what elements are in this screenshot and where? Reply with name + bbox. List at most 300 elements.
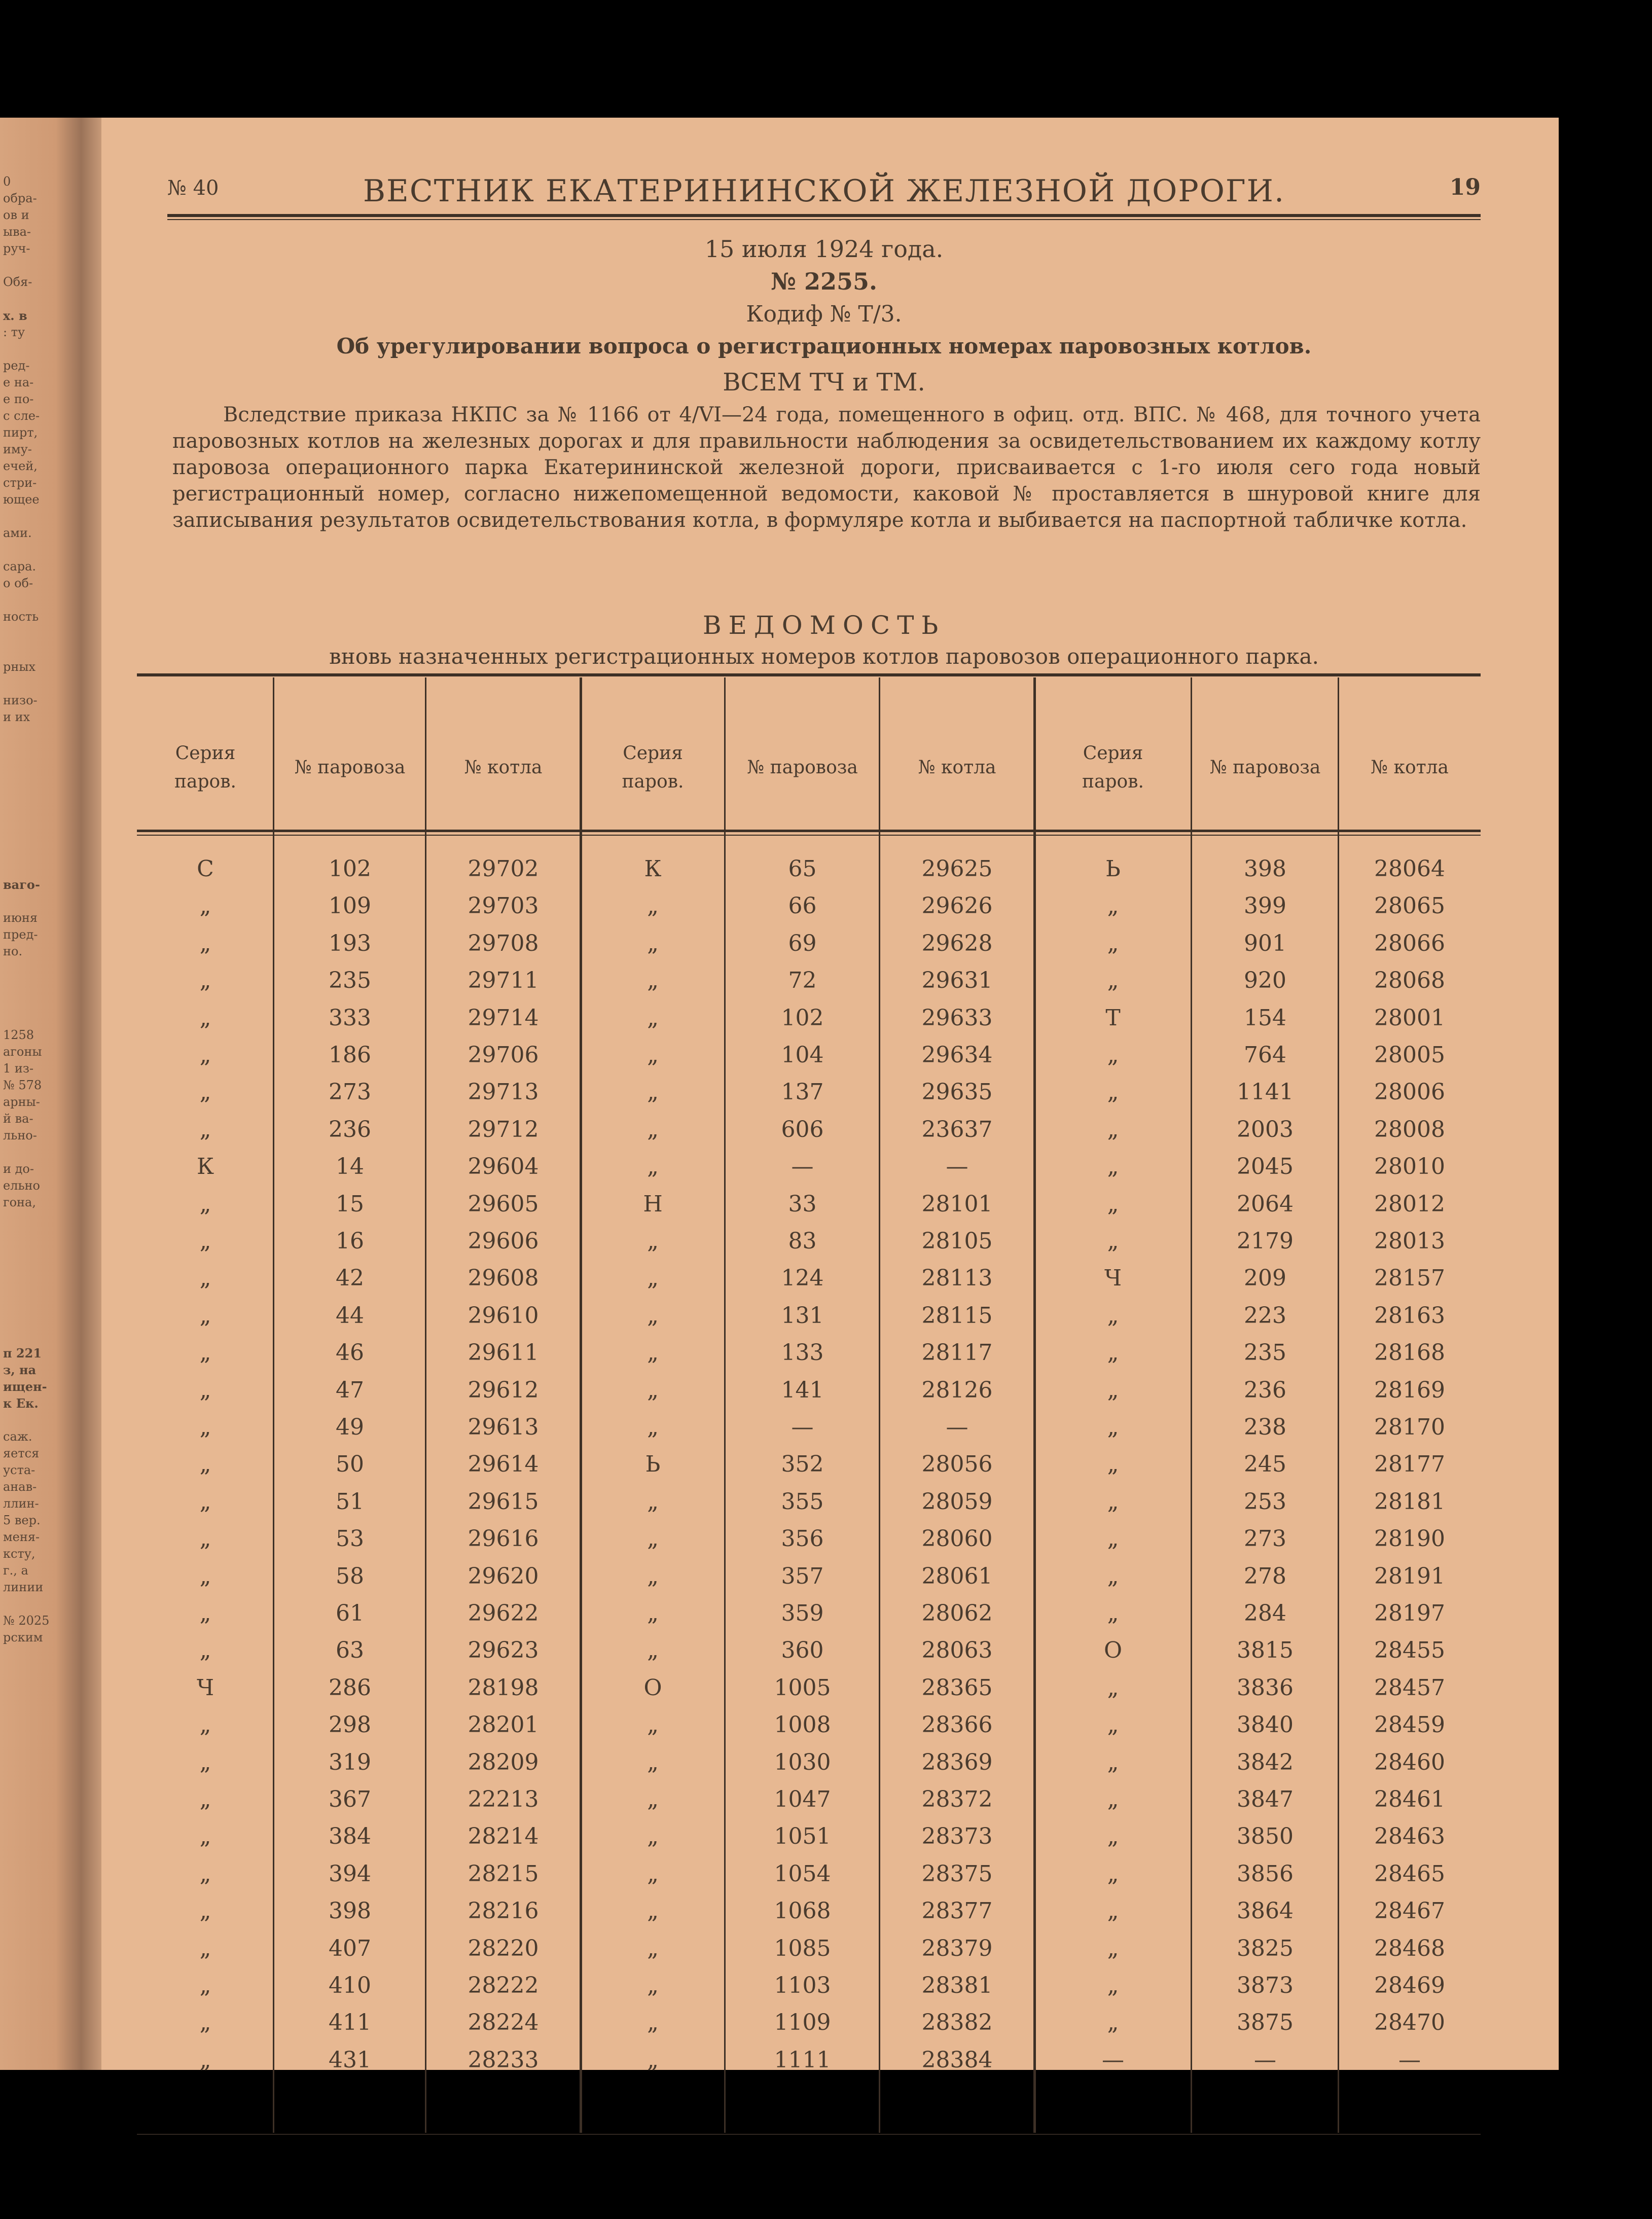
locomotive-number-cell: 154 xyxy=(1244,1005,1286,1031)
table-header-rule xyxy=(137,830,1481,832)
table-bottom-rule xyxy=(137,2134,1481,2135)
locomotive-number-cell: 235 xyxy=(1244,1340,1286,1366)
series-cell: „ xyxy=(1107,1600,1119,1626)
locomotive-number-cell: 236 xyxy=(1244,1377,1286,1403)
boiler-number-cell: 22213 xyxy=(468,1786,539,1812)
order-codif: Кодиф № Т/3. xyxy=(746,301,902,327)
boiler-number-cell: 29613 xyxy=(468,1414,539,1440)
gutter-line: 1258 xyxy=(3,1028,34,1042)
gutter-line: ность xyxy=(3,610,39,624)
locomotive-number-cell: 3825 xyxy=(1237,1935,1294,1961)
locomotive-number-cell: 410 xyxy=(329,1973,371,1998)
locomotive-number-cell: 66 xyxy=(788,893,817,919)
locomotive-number-cell: 606 xyxy=(781,1116,824,1142)
series-cell: „ xyxy=(647,1414,659,1440)
boiler-number-cell: 28101 xyxy=(921,1191,993,1217)
boiler-number-cell: 28214 xyxy=(468,1823,539,1850)
order-body: Вследствие приказа НКПС за № 1166 от 4/VI—24 года, помещенного в офиц. отд. ВПС. № 468, для точного учета паровозных котлов на железных дорогах и для правильности наблюдения за освидетельствованием их каждому котлу паровоза операционного парка Екатерининской железной дороги, присваивается с 1-го июля сего года новый регистрационный номер, согласно нижепомещенной ведомости, каковой № проставляется в шнуровой книге для записывания результатов освидетельствования котла, в формуляре котла и выбивается на паспортной табличке котла. xyxy=(172,403,1481,532)
locomotive-number-cell: 236 xyxy=(329,1116,371,1142)
series-cell: „ xyxy=(1107,1898,1119,1924)
locomotive-number-cell: 286 xyxy=(329,1674,371,1701)
order-date: 15 июля 1924 года. xyxy=(704,235,944,263)
locomotive-number-cell: 102 xyxy=(781,1005,824,1031)
series-cell: „ xyxy=(199,2010,211,2036)
boiler-number-cell: — xyxy=(1398,2047,1421,2073)
locomotive-number-cell: 407 xyxy=(329,1935,371,1961)
locomotive-number-cell: 42 xyxy=(336,1265,364,1292)
locomotive-number-cell: 384 xyxy=(329,1823,371,1850)
gutter-line: ельно xyxy=(3,1178,40,1193)
boiler-number-cell: 29626 xyxy=(921,893,993,919)
boiler-number-cell: 29620 xyxy=(468,1563,539,1589)
series-cell: „ xyxy=(199,1340,211,1366)
locomotive-number-cell: 360 xyxy=(781,1637,824,1664)
locomotive-number-cell: 69 xyxy=(788,930,817,956)
series-cell: „ xyxy=(647,1377,659,1403)
column-header: № паровоза xyxy=(294,757,406,778)
locomotive-number-cell: 1103 xyxy=(774,1973,831,1998)
series-cell: „ xyxy=(1107,1154,1119,1180)
gutter-line: июня xyxy=(3,911,38,925)
boiler-number-cell: 28059 xyxy=(921,1488,993,1515)
boiler-number-cell: 28001 xyxy=(1374,1005,1445,1031)
gutter-line: № 578 xyxy=(3,1078,42,1092)
boiler-number-cell: 28163 xyxy=(1374,1302,1445,1329)
locomotive-number-cell: 399 xyxy=(1244,893,1286,919)
boiler-number-cell: 28006 xyxy=(1374,1079,1445,1105)
table-row xyxy=(137,1749,1481,1786)
series-cell: „ xyxy=(199,1377,211,1403)
boiler-number-cell: 28468 xyxy=(1374,1935,1445,1961)
boiler-number-cell: 28375 xyxy=(921,1860,993,1887)
locomotive-number-cell: 333 xyxy=(329,1005,371,1031)
gutter-line xyxy=(3,843,79,860)
boiler-number-cell: 28191 xyxy=(1374,1563,1445,1589)
series-cell: „ xyxy=(199,1302,211,1329)
series-cell: „ xyxy=(199,1191,211,1217)
locomotive-number-cell: 133 xyxy=(781,1340,824,1366)
table-row xyxy=(137,2047,1481,2084)
gutter-line: льно- xyxy=(3,1128,37,1142)
column-header: Серия паров. xyxy=(174,743,236,792)
series-cell: „ xyxy=(647,1116,659,1142)
table-row xyxy=(137,1526,1481,1563)
gutter-line: 5 вер. xyxy=(3,1513,41,1527)
series-cell: К xyxy=(644,856,662,882)
series-cell: „ xyxy=(1107,1674,1119,1701)
boiler-number-cell: 28190 xyxy=(1374,1526,1445,1552)
gutter-line xyxy=(3,1278,79,1295)
gutter-line: яется xyxy=(3,1446,40,1460)
boiler-number-cell: 28224 xyxy=(468,2010,539,2036)
gutter-line: ваго- xyxy=(3,877,40,892)
locomotive-number-cell: 53 xyxy=(336,1526,364,1552)
locomotive-number-cell: 253 xyxy=(1244,1488,1286,1515)
boiler-number-cell: 28105 xyxy=(921,1228,993,1254)
series-cell: „ xyxy=(1107,1116,1119,1142)
boiler-number-cell: 29706 xyxy=(468,1042,539,1068)
boiler-number-cell: 28460 xyxy=(1374,1749,1445,1775)
boiler-number-cell: 29703 xyxy=(468,893,539,919)
series-cell: „ xyxy=(647,1265,659,1292)
locomotive-number-cell: 238 xyxy=(1244,1414,1286,1440)
locomotive-number-cell: 1047 xyxy=(774,1786,831,1812)
locomotive-number-cell: 223 xyxy=(1244,1302,1286,1329)
locomotive-number-cell: — xyxy=(791,1154,814,1180)
series-cell: „ xyxy=(199,1823,211,1850)
gutter-line: сара. xyxy=(3,559,37,574)
locomotive-number-cell: 901 xyxy=(1244,930,1286,956)
series-cell: „ xyxy=(199,1079,211,1105)
table-row xyxy=(137,1340,1481,1377)
gutter-line xyxy=(3,508,79,525)
locomotive-number-cell: 44 xyxy=(336,1302,364,1329)
boiler-number-cell: 29615 xyxy=(468,1488,539,1515)
series-cell: „ xyxy=(647,1712,659,1738)
table-row xyxy=(137,1489,1481,1526)
gutter-line xyxy=(3,257,79,274)
boiler-number-cell: 29631 xyxy=(921,968,993,994)
locomotive-number-cell: 3875 xyxy=(1237,2010,1294,2036)
gutter-line xyxy=(3,291,79,307)
series-cell: „ xyxy=(647,1154,659,1180)
column-header: № паровоза xyxy=(1209,757,1321,778)
locomotive-number-cell: — xyxy=(1254,2047,1276,2073)
series-cell: „ xyxy=(199,1005,211,1031)
boiler-number-cell: 28201 xyxy=(468,1712,539,1738)
table-row xyxy=(137,1377,1481,1414)
gutter-line: меня- xyxy=(3,1530,40,1544)
series-cell: „ xyxy=(647,968,659,994)
gutter-line xyxy=(3,625,79,642)
gutter-line: и до- xyxy=(3,1162,34,1176)
series-cell: „ xyxy=(647,1898,659,1924)
locomotive-number-cell: 1085 xyxy=(774,1935,831,1961)
gutter-line xyxy=(3,642,79,659)
gutter-line xyxy=(3,1261,79,1278)
gutter-line: но. xyxy=(3,944,23,958)
boiler-number-cell: 28115 xyxy=(921,1302,993,1329)
boiler-number-cell: 28061 xyxy=(921,1563,993,1589)
boiler-number-cell: 28012 xyxy=(1374,1191,1445,1217)
locomotive-number-cell: 2064 xyxy=(1237,1191,1294,1217)
boiler-number-cell: 29708 xyxy=(468,930,539,956)
gutter-line: иму- xyxy=(3,442,32,456)
gutter-line xyxy=(3,860,79,876)
table-row xyxy=(137,1117,1481,1154)
series-cell: „ xyxy=(1107,1451,1119,1478)
boiler-number-cell: 28064 xyxy=(1374,856,1445,882)
locomotive-number-cell: 3856 xyxy=(1237,1860,1294,1887)
series-cell: — xyxy=(1102,2047,1124,2073)
series-cell: „ xyxy=(1107,1563,1119,1589)
locomotive-number-cell: 186 xyxy=(329,1042,371,1068)
series-cell: „ xyxy=(199,1898,211,1924)
locomotive-number-cell: 359 xyxy=(781,1600,824,1626)
series-cell: „ xyxy=(199,893,211,919)
gutter-line xyxy=(3,759,79,776)
gutter-line xyxy=(3,1328,79,1345)
table-row xyxy=(137,1005,1481,1042)
locomotive-number-cell: 319 xyxy=(329,1749,371,1775)
order-subject: Об урегулировании вопроса о регистрационных номерах паровозных котлов. xyxy=(336,334,1312,359)
running-head xyxy=(167,173,1481,209)
column-header: Серия паров. xyxy=(622,743,684,792)
series-cell: „ xyxy=(199,1042,211,1068)
gutter-line: г., а xyxy=(3,1563,28,1578)
gutter-line: линии xyxy=(3,1580,44,1594)
locomotive-number-cell: 33 xyxy=(788,1191,817,1217)
gutter-line xyxy=(3,1010,79,1027)
boiler-number-cell: 28117 xyxy=(921,1340,993,1366)
series-cell: „ xyxy=(199,1526,211,1552)
series-cell: „ xyxy=(1107,1488,1119,1515)
boiler-number-cell: 28369 xyxy=(921,1749,993,1775)
series-cell: „ xyxy=(647,1005,659,1031)
locomotive-number-cell: 920 xyxy=(1244,968,1286,994)
series-cell: „ xyxy=(1107,1786,1119,1812)
gutter-line xyxy=(3,1596,79,1613)
locomotive-number-cell: 58 xyxy=(336,1563,364,1589)
gutter-line xyxy=(3,809,79,826)
locomotive-number-cell: 3815 xyxy=(1237,1637,1294,1664)
boiler-number-cell: 29605 xyxy=(468,1191,539,1217)
locomotive-number-cell: 65 xyxy=(788,856,817,882)
locomotive-number-cell: 3873 xyxy=(1237,1973,1294,1998)
boiler-number-cell: 28056 xyxy=(921,1451,993,1478)
table-row xyxy=(137,1414,1481,1451)
locomotive-number-cell: 15 xyxy=(336,1191,364,1217)
gutter-line: и их xyxy=(3,710,30,724)
boiler-number-cell: 29608 xyxy=(468,1265,539,1292)
newspaper-title: ВЕСТНИК ЕКАТЕРИНИНСКОЙ ЖЕЛЕЗНОЙ ДОРОГИ. xyxy=(363,173,1285,209)
gutter-line xyxy=(3,1211,79,1228)
table-row xyxy=(137,1936,1481,1973)
table-row xyxy=(137,1675,1481,1712)
gutter-line: стри- xyxy=(3,476,37,490)
locomotive-number-cell: 2045 xyxy=(1237,1154,1294,1180)
gutter-line: ллин- xyxy=(3,1496,39,1511)
boiler-number-cell: 28382 xyxy=(921,2010,993,2036)
gutter-line: : ту xyxy=(3,325,25,339)
boiler-number-cell: 29616 xyxy=(468,1526,539,1552)
vedomost-subtitle: вновь назначенных регистрационных номеров котлов паровозов операционного парка. xyxy=(329,644,1319,669)
series-cell: „ xyxy=(1107,2010,1119,2036)
series-cell: „ xyxy=(647,1749,659,1775)
boiler-number-cell: 29711 xyxy=(468,968,539,994)
locomotive-number-cell: 764 xyxy=(1244,1042,1286,1068)
gutter-line: е на- xyxy=(3,375,34,389)
boiler-number-cell: 28113 xyxy=(921,1265,993,1292)
series-cell: „ xyxy=(199,1563,211,1589)
boiler-number-cell: 28459 xyxy=(1374,1712,1445,1738)
locomotive-number-cell: 2179 xyxy=(1237,1228,1294,1254)
series-cell: „ xyxy=(647,893,659,919)
locomotive-number-cell: 104 xyxy=(781,1042,824,1068)
boiler-number-cell: 28366 xyxy=(921,1712,993,1738)
boiler-number-cell: 29702 xyxy=(468,856,539,882)
boiler-number-cell: 28010 xyxy=(1374,1154,1445,1180)
gutter-line xyxy=(3,675,79,692)
series-cell: О xyxy=(1103,1637,1123,1664)
table-row xyxy=(137,1191,1481,1228)
locomotive-number-cell: 245 xyxy=(1244,1451,1286,1478)
series-cell: „ xyxy=(199,930,211,956)
locomotive-number-cell: 3847 xyxy=(1237,1786,1294,1812)
locomotive-number-cell: 3840 xyxy=(1237,1712,1294,1738)
boiler-number-cell: 28465 xyxy=(1374,1860,1445,1887)
gutter-line: ами. xyxy=(3,526,32,540)
series-cell: „ xyxy=(199,1228,211,1254)
series-cell: О xyxy=(643,1674,662,1701)
locomotive-number-cell: 1030 xyxy=(774,1749,831,1775)
series-cell: „ xyxy=(199,1860,211,1887)
series-cell: „ xyxy=(1107,968,1119,994)
table-row xyxy=(137,1712,1481,1749)
boiler-number-cell: 28008 xyxy=(1374,1116,1445,1142)
gutter-line: рским xyxy=(3,1630,43,1644)
gutter-line: ов и xyxy=(3,208,29,222)
boiler-number-cell: 28222 xyxy=(468,1973,539,1998)
series-cell: „ xyxy=(199,1935,211,1961)
boiler-number-cell: 29712 xyxy=(468,1116,539,1142)
boiler-number-cell: 28220 xyxy=(468,1935,539,1961)
series-cell: „ xyxy=(1107,1340,1119,1366)
table-row xyxy=(137,1042,1481,1079)
gutter-line xyxy=(3,542,79,558)
series-cell: „ xyxy=(1107,930,1119,956)
series-cell: С xyxy=(197,856,214,882)
series-cell: „ xyxy=(1107,1042,1119,1068)
issue-number: № 40 xyxy=(167,176,219,200)
gutter-line: ющее xyxy=(3,492,40,507)
series-cell: „ xyxy=(1107,1079,1119,1105)
gutter-line: с сле- xyxy=(3,409,40,423)
column-header: № котла xyxy=(1371,757,1449,778)
boiler-number-cell: 29606 xyxy=(468,1228,539,1254)
series-cell: „ xyxy=(647,1488,659,1515)
gutter-line: анав- xyxy=(3,1480,37,1494)
boiler-number-cell: 28461 xyxy=(1374,1786,1445,1812)
locomotive-number-cell: 14 xyxy=(336,1154,364,1180)
table-row xyxy=(137,1303,1481,1340)
locomotive-number-cell: 193 xyxy=(329,930,371,956)
table-row xyxy=(137,1861,1481,1898)
boiler-number-cell: 28013 xyxy=(1374,1228,1445,1254)
series-cell: „ xyxy=(647,1973,659,1998)
series-cell: „ xyxy=(1107,1823,1119,1850)
boiler-number-cell: 28168 xyxy=(1374,1340,1445,1366)
locomotive-number-cell: 61 xyxy=(336,1600,364,1626)
locomotive-number-cell: 1068 xyxy=(774,1898,831,1924)
series-cell: „ xyxy=(199,1712,211,1738)
locomotive-number-cell: 1005 xyxy=(774,1674,831,1701)
series-cell: „ xyxy=(199,1749,211,1775)
series-cell: „ xyxy=(647,1526,659,1552)
series-cell: Ь xyxy=(645,1451,661,1478)
locomotive-number-cell: 3836 xyxy=(1237,1674,1294,1701)
series-cell: „ xyxy=(1107,1749,1119,1775)
locomotive-number-cell: 357 xyxy=(781,1563,824,1589)
locomotive-number-cell: 273 xyxy=(329,1079,371,1105)
newspaper-page xyxy=(0,118,1559,2073)
series-cell: „ xyxy=(1107,1228,1119,1254)
locomotive-number-cell: 16 xyxy=(336,1228,364,1254)
series-cell: „ xyxy=(1107,1191,1119,1217)
gutter-text xyxy=(3,173,79,1646)
series-cell: „ xyxy=(199,2047,211,2073)
gutter-line: ксту, xyxy=(3,1547,35,1561)
gutter-line xyxy=(3,977,79,993)
table-row xyxy=(137,2010,1481,2047)
boiler-number-cell: 29628 xyxy=(921,930,993,956)
locomotive-number-cell: 1111 xyxy=(774,2047,831,2073)
boiler-number-cell: 28377 xyxy=(921,1898,993,1924)
locomotive-number-cell: 398 xyxy=(1244,856,1286,882)
boiler-number-cell: 28379 xyxy=(921,1935,993,1961)
boiler-number-cell: 29612 xyxy=(468,1377,539,1403)
boiler-number-cell: 28209 xyxy=(468,1749,539,1775)
locomotive-number-cell: 124 xyxy=(781,1265,824,1292)
locomotive-number-cell: 431 xyxy=(329,2047,371,2073)
series-cell: „ xyxy=(647,1786,659,1812)
boiler-number-cell: 29623 xyxy=(468,1637,539,1664)
locomotive-number-cell: 356 xyxy=(781,1526,824,1552)
locomotive-number-cell: 83 xyxy=(788,1228,817,1254)
locomotive-number-cell: 1054 xyxy=(774,1860,831,1887)
series-cell: „ xyxy=(647,1823,659,1850)
boiler-number-cell: 28365 xyxy=(921,1674,993,1701)
gutter-line xyxy=(3,893,79,910)
table-row xyxy=(137,1265,1481,1302)
boiler-number-cell: 28177 xyxy=(1374,1451,1445,1478)
gutter-line xyxy=(3,960,79,977)
gutter-line: й ва- xyxy=(3,1112,33,1126)
locomotive-number-cell: 367 xyxy=(329,1786,371,1812)
header-rule xyxy=(167,214,1481,217)
gutter-line xyxy=(3,1311,79,1328)
table-row xyxy=(137,1823,1481,1860)
gutter-line: саж. xyxy=(3,1429,32,1444)
column-header: Серия паров. xyxy=(1082,743,1144,792)
header-rule-thin xyxy=(167,219,1481,220)
locomotive-number-cell: 47 xyxy=(336,1377,364,1403)
gutter-line: уста- xyxy=(3,1463,35,1477)
series-cell: Т xyxy=(1105,1005,1121,1031)
boiler-number-cell: 28455 xyxy=(1374,1637,1445,1664)
gutter-line: 0 xyxy=(3,174,11,189)
boiler-number-cell: 28197 xyxy=(1374,1600,1445,1626)
boiler-number-cell: 28169 xyxy=(1374,1377,1445,1403)
boiler-number-cell: 23637 xyxy=(921,1116,993,1142)
boiler-number-cell: 28372 xyxy=(921,1786,993,1812)
series-cell: „ xyxy=(647,1600,659,1626)
series-cell: „ xyxy=(647,2047,659,2073)
series-cell: „ xyxy=(199,1265,211,1292)
locomotive-number-cell: 273 xyxy=(1244,1526,1286,1552)
boiler-number-cell: 28216 xyxy=(468,1898,539,1924)
boiler-number-cell: 28470 xyxy=(1374,2010,1445,2036)
gutter-line: п 221 xyxy=(3,1346,42,1361)
locomotive-number-cell: 131 xyxy=(781,1302,824,1329)
gutter-line xyxy=(3,1295,79,1311)
series-cell: „ xyxy=(647,2010,659,2036)
series-cell: „ xyxy=(647,1079,659,1105)
locomotive-number-cell: 1051 xyxy=(774,1823,831,1850)
table-row xyxy=(137,1973,1481,2010)
boiler-number-cell: 28233 xyxy=(468,2047,539,2073)
locomotive-number-cell: 398 xyxy=(329,1898,371,1924)
